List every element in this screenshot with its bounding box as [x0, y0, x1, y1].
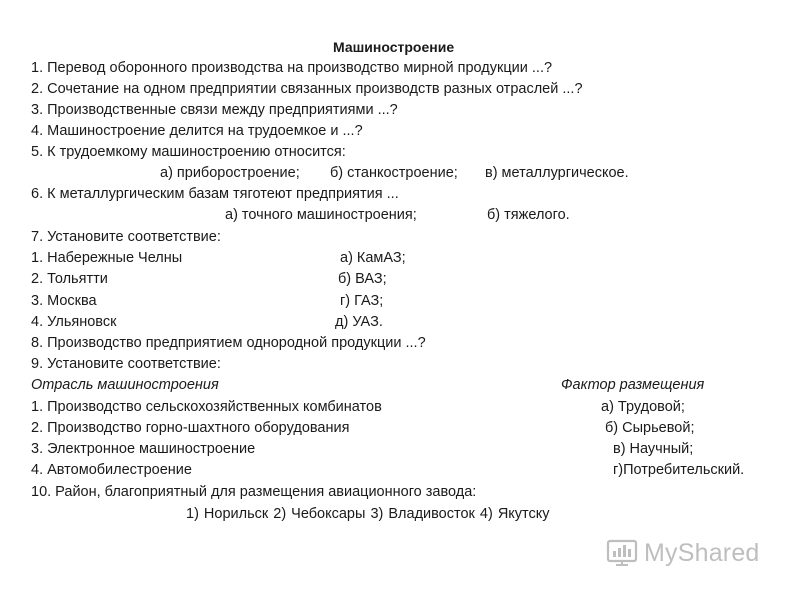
question-9-factor-b: б) Сырьевой;	[605, 420, 695, 436]
page-title: Машиностроение	[333, 39, 455, 55]
question-10-options: 1) Норильск 2) Чебоксары 3) Владивосток 4) Якутску	[186, 506, 550, 522]
question-1: 1. Перевод оборонного производства на производство мирной продукции ...?	[31, 60, 553, 76]
question-7-city-3: 3. Москва	[31, 293, 97, 309]
question-9-branch-2: 2. Производство горно-шахтного оборудования	[31, 420, 350, 436]
question-5-option-a: а) приборостроение;	[160, 165, 300, 181]
question-9-branch-4: 4. Автомобилестроение	[31, 462, 192, 478]
question-10: 10. Район, благоприятный для размещения авиационного завода:	[31, 484, 477, 500]
presentation-chart-icon	[606, 535, 638, 572]
question-9-factor-g: г)Потребительский.	[613, 462, 745, 478]
question-9-branch-header: Отрасль машиностроения	[31, 377, 219, 393]
question-7-plant-d: д) УАЗ.	[335, 314, 383, 330]
question-9-factor-c: в) Научный;	[613, 441, 694, 457]
question-7-plant-a: а) КамАЗ;	[340, 250, 406, 266]
question-5-option-b: б) станкостроение;	[330, 165, 458, 181]
question-9: 9. Установите соответствие:	[31, 356, 221, 372]
watermark-text: MyShared	[644, 538, 760, 567]
question-9-branch-3: 3. Электронное машиностроение	[31, 441, 256, 457]
question-7-city-2: 2. Тольятти	[31, 271, 108, 287]
question-7-plant-b: б) ВАЗ;	[338, 271, 387, 287]
question-9-factor-a: а) Трудовой;	[601, 399, 685, 415]
question-5: 5. К трудоемкому машиностроению относится:	[31, 144, 346, 160]
question-5-option-c: в) металлургическое.	[485, 165, 629, 181]
question-6: 6. К металлургическим базам тяготеют предприятия ...	[31, 186, 399, 202]
question-9-branch-1: 1. Производство сельскохозяйственных комбинатов	[31, 399, 382, 415]
question-9-factor-header: Фактор размещения	[561, 377, 705, 393]
question-7-city-1: 1. Набережные Челны	[31, 250, 183, 266]
question-7-city-4: 4. Ульяновск	[31, 314, 117, 330]
question-6-option-b: б) тяжелого.	[487, 207, 570, 223]
question-4: 4. Машиностроение делится на трудоемкое и ...?	[31, 123, 363, 139]
question-8: 8. Производство предприятием однородной продукции ...?	[31, 335, 426, 351]
myshared-watermark	[606, 536, 760, 570]
question-7-plant-g: г) ГАЗ;	[340, 293, 384, 309]
question-6-option-a: а) точного машиностроения;	[225, 207, 417, 223]
question-2: 2. Сочетание на одном предприятии связанных производств разных отраслей ...?	[31, 81, 583, 97]
question-7: 7. Установите соответствие:	[31, 229, 221, 245]
question-3: 3. Производственные связи между предприятиями ...?	[31, 102, 398, 118]
